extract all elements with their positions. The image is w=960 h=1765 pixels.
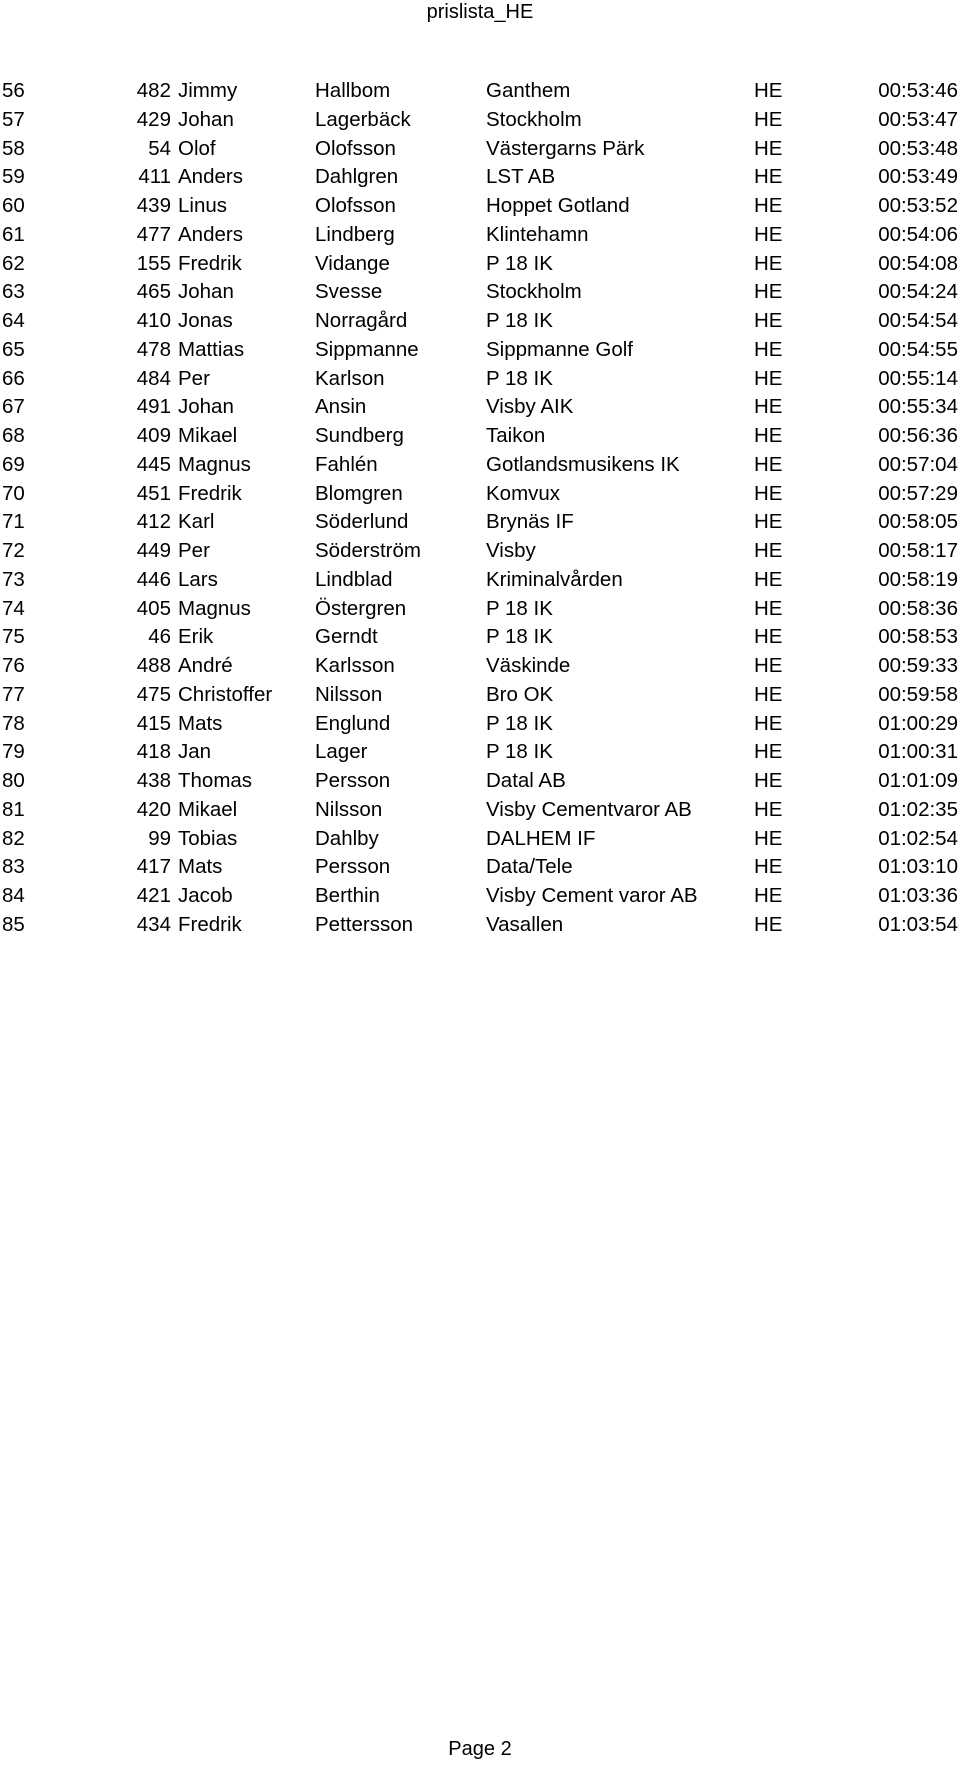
club-cell: Visby bbox=[486, 539, 536, 562]
table-row bbox=[0, 278, 960, 307]
last-name-cell: Persson bbox=[315, 769, 391, 792]
first-name-cell: Lars bbox=[178, 567, 218, 591]
class-cell: HE bbox=[754, 222, 783, 246]
bib-number-cell: 409 bbox=[136, 424, 171, 447]
class-cell: HE bbox=[754, 769, 783, 792]
place-cell: 68 bbox=[2, 424, 25, 447]
first-name-cell: Tobias bbox=[178, 826, 238, 850]
place-cell: 84 bbox=[2, 884, 25, 907]
table-row bbox=[0, 882, 960, 911]
table-row bbox=[0, 365, 960, 394]
class-cell: HE bbox=[754, 309, 783, 332]
class-cell: HE bbox=[754, 855, 783, 879]
bib-number-cell: 418 bbox=[136, 740, 171, 764]
last-name-cell: Sundberg bbox=[315, 424, 404, 447]
table-row bbox=[0, 221, 960, 250]
bib-number-cell: 465 bbox=[136, 280, 171, 304]
table-row bbox=[0, 192, 960, 221]
bib-number-cell: 412 bbox=[136, 510, 171, 534]
place-cell: 60 bbox=[2, 194, 25, 217]
class-cell: HE bbox=[754, 366, 783, 390]
bib-number-cell: 482 bbox=[136, 79, 171, 102]
last-name-cell: Ansin bbox=[315, 395, 367, 419]
last-name-cell: Dahlgren bbox=[315, 165, 399, 189]
finish-time-cell: 00:54:08 bbox=[878, 251, 958, 275]
class-cell: HE bbox=[754, 826, 783, 850]
place-cell: 70 bbox=[2, 481, 25, 505]
bib-number-cell: 439 bbox=[136, 194, 171, 217]
finish-time-cell: 00:58:05 bbox=[878, 510, 958, 534]
club-cell: Klintehamn bbox=[486, 222, 589, 246]
place-cell: 77 bbox=[2, 682, 25, 706]
class-cell: HE bbox=[754, 251, 783, 275]
first-name-cell: André bbox=[178, 654, 233, 677]
table-row bbox=[0, 566, 960, 595]
place-cell: 65 bbox=[2, 337, 25, 361]
finish-time-cell: 00:57:29 bbox=[878, 481, 958, 505]
place-cell: 73 bbox=[2, 567, 25, 591]
table-row bbox=[0, 135, 960, 164]
last-name-cell: Nilsson bbox=[315, 797, 383, 821]
class-cell: HE bbox=[754, 596, 783, 620]
last-name-cell: Dahlby bbox=[315, 826, 379, 850]
finish-time-cell: 01:02:35 bbox=[878, 797, 958, 821]
finish-time-cell: 00:57:04 bbox=[878, 452, 958, 476]
class-cell: HE bbox=[754, 711, 783, 735]
club-cell: Bro OK bbox=[486, 682, 554, 706]
table-row bbox=[0, 77, 960, 106]
finish-time-cell: 00:58:19 bbox=[878, 567, 958, 591]
bib-number-cell: 99 bbox=[148, 826, 171, 850]
last-name-cell: Östergren bbox=[315, 596, 407, 620]
bib-number-cell: 420 bbox=[136, 797, 171, 821]
class-cell: HE bbox=[754, 194, 783, 217]
last-name-cell: Karlson bbox=[315, 366, 385, 390]
finish-time-cell: 00:56:36 bbox=[878, 424, 958, 447]
first-name-cell: Olof bbox=[178, 136, 216, 160]
club-cell: P 18 IK bbox=[486, 366, 553, 390]
class-cell: HE bbox=[754, 136, 783, 160]
club-cell: Visby Cementvaror AB bbox=[486, 797, 692, 821]
finish-time-cell: 00:53:52 bbox=[878, 194, 958, 217]
bib-number-cell: 446 bbox=[136, 567, 171, 591]
last-name-cell: Persson bbox=[315, 855, 391, 879]
bib-number-cell: 434 bbox=[136, 912, 171, 936]
place-cell: 58 bbox=[2, 136, 25, 160]
place-cell: 61 bbox=[2, 222, 25, 246]
last-name-cell: Karlsson bbox=[315, 654, 395, 677]
last-name-cell: Vidange bbox=[315, 251, 390, 275]
finish-time-cell: 00:58:17 bbox=[878, 539, 958, 562]
finish-time-cell: 00:55:34 bbox=[878, 395, 958, 419]
club-cell: Visby AIK bbox=[486, 395, 574, 419]
table-row bbox=[0, 336, 960, 365]
bib-number-cell: 417 bbox=[136, 855, 171, 879]
last-name-cell: Svesse bbox=[315, 280, 383, 304]
table-row bbox=[0, 623, 960, 652]
table-row bbox=[0, 537, 960, 566]
first-name-cell: Mats bbox=[178, 855, 223, 879]
first-name-cell: Magnus bbox=[178, 452, 251, 476]
first-name-cell: Thomas bbox=[178, 769, 253, 792]
last-name-cell: Olofsson bbox=[315, 136, 396, 160]
finish-time-cell: 00:59:58 bbox=[878, 682, 958, 706]
first-name-cell: Johan bbox=[178, 107, 234, 131]
last-name-cell: Englund bbox=[315, 711, 391, 735]
table-row bbox=[0, 796, 960, 825]
finish-time-cell: 01:00:31 bbox=[878, 740, 958, 764]
class-cell: HE bbox=[754, 740, 783, 764]
club-cell: P 18 IK bbox=[486, 596, 553, 620]
club-cell: Data/Tele bbox=[486, 855, 573, 879]
bib-number-cell: 478 bbox=[136, 337, 171, 361]
last-name-cell: Lindblad bbox=[315, 567, 393, 591]
class-cell: HE bbox=[754, 912, 783, 936]
table-row bbox=[0, 595, 960, 624]
table-row bbox=[0, 250, 960, 279]
page-footer bbox=[0, 1737, 960, 1761]
club-cell: Ganthem bbox=[486, 79, 571, 102]
class-cell: HE bbox=[754, 654, 783, 677]
class-cell: HE bbox=[754, 884, 783, 907]
class-cell: HE bbox=[754, 337, 783, 361]
table-row bbox=[0, 163, 960, 192]
finish-time-cell: 01:00:29 bbox=[878, 711, 958, 735]
place-cell: 72 bbox=[2, 539, 25, 562]
club-cell: Hoppet Gotland bbox=[486, 194, 630, 217]
class-cell: HE bbox=[754, 280, 783, 304]
place-cell: 62 bbox=[2, 251, 25, 275]
last-name-cell: Lager bbox=[315, 740, 368, 764]
bib-number-cell: 411 bbox=[138, 165, 171, 189]
first-name-cell: Fredrik bbox=[178, 251, 242, 275]
first-name-cell: Johan bbox=[178, 395, 234, 419]
last-name-cell: Lindberg bbox=[315, 222, 395, 246]
bib-number-cell: 46 bbox=[148, 625, 171, 649]
document-title: prislista_HE bbox=[426, 1, 534, 23]
place-cell: 63 bbox=[2, 280, 25, 304]
bib-number-cell: 488 bbox=[136, 654, 171, 677]
last-name-cell: Norragård bbox=[315, 309, 408, 332]
first-name-cell: Jan bbox=[178, 740, 212, 764]
club-cell: P 18 IK bbox=[486, 711, 553, 735]
first-name-cell: Anders bbox=[178, 222, 243, 246]
finish-time-cell: 00:54:54 bbox=[878, 309, 958, 332]
place-cell: 66 bbox=[2, 366, 25, 390]
bib-number-cell: 155 bbox=[136, 251, 171, 275]
club-cell: Komvux bbox=[486, 481, 561, 505]
bib-number-cell: 449 bbox=[136, 539, 171, 562]
club-cell: Taikon bbox=[486, 424, 546, 447]
class-cell: HE bbox=[754, 395, 783, 419]
club-cell: P 18 IK bbox=[486, 251, 553, 275]
class-cell: HE bbox=[754, 481, 783, 505]
finish-time-cell: 00:54:06 bbox=[878, 222, 958, 246]
place-cell: 79 bbox=[2, 740, 25, 764]
class-cell: HE bbox=[754, 797, 783, 821]
finish-time-cell: 00:53:46 bbox=[878, 79, 958, 102]
first-name-cell: Magnus bbox=[178, 596, 251, 620]
club-cell: DALHEM IF bbox=[486, 826, 596, 850]
last-name-cell: Hallbom bbox=[315, 79, 391, 102]
place-cell: 81 bbox=[2, 797, 25, 821]
place-cell: 76 bbox=[2, 654, 25, 677]
last-name-cell: Nilsson bbox=[315, 682, 383, 706]
first-name-cell: Christoffer bbox=[178, 682, 273, 706]
first-name-cell: Mattias bbox=[178, 337, 245, 361]
class-cell: HE bbox=[754, 625, 783, 649]
bib-number-cell: 451 bbox=[136, 481, 171, 505]
first-name-cell: Jacob bbox=[178, 884, 233, 907]
first-name-cell: Per bbox=[178, 366, 210, 390]
table-row bbox=[0, 825, 960, 854]
finish-time-cell: 00:54:55 bbox=[878, 337, 958, 361]
last-name-cell: Gerndt bbox=[315, 625, 378, 649]
club-cell: Visby Cement varor AB bbox=[486, 884, 698, 907]
place-cell: 78 bbox=[2, 711, 25, 735]
place-cell: 59 bbox=[2, 165, 25, 189]
first-name-cell: Fredrik bbox=[178, 481, 242, 505]
place-cell: 69 bbox=[2, 452, 25, 476]
place-cell: 56 bbox=[2, 79, 25, 102]
bib-number-cell: 421 bbox=[136, 884, 171, 907]
class-cell: HE bbox=[754, 510, 783, 534]
club-cell: LST AB bbox=[486, 165, 556, 189]
place-cell: 64 bbox=[2, 309, 25, 332]
finish-time-cell: 01:03:54 bbox=[878, 912, 958, 936]
place-cell: 85 bbox=[2, 912, 25, 936]
place-cell: 82 bbox=[2, 826, 25, 850]
finish-time-cell: 01:01:09 bbox=[878, 769, 958, 792]
finish-time-cell: 00:53:49 bbox=[878, 165, 958, 189]
first-name-cell: Jonas bbox=[178, 309, 233, 332]
table-row bbox=[0, 911, 960, 940]
finish-time-cell: 00:55:14 bbox=[878, 366, 958, 390]
place-cell: 67 bbox=[2, 395, 25, 419]
table-row bbox=[0, 508, 960, 537]
bib-number-cell: 475 bbox=[136, 682, 171, 706]
first-name-cell: Jimmy bbox=[178, 79, 238, 102]
place-cell: 57 bbox=[2, 107, 25, 131]
class-cell: HE bbox=[754, 682, 783, 706]
first-name-cell: Johan bbox=[178, 280, 234, 304]
table-row bbox=[0, 307, 960, 336]
table-row bbox=[0, 393, 960, 422]
club-cell: Brynäs IF bbox=[486, 510, 574, 534]
class-cell: HE bbox=[754, 424, 783, 447]
club-cell: Stockholm bbox=[486, 107, 582, 131]
finish-time-cell: 00:53:47 bbox=[878, 107, 958, 131]
last-name-cell: Berthin bbox=[315, 884, 380, 907]
class-cell: HE bbox=[754, 567, 783, 591]
club-cell: Datal AB bbox=[486, 769, 566, 792]
class-cell: HE bbox=[754, 79, 783, 102]
first-name-cell: Mats bbox=[178, 711, 223, 735]
table-row bbox=[0, 451, 960, 480]
bib-number-cell: 477 bbox=[136, 222, 171, 246]
club-cell: Sippmanne Golf bbox=[486, 337, 634, 361]
table-row bbox=[0, 767, 960, 796]
last-name-cell: Olofsson bbox=[315, 194, 396, 217]
bib-number-cell: 405 bbox=[136, 596, 171, 620]
finish-time-cell: 00:58:53 bbox=[878, 625, 958, 649]
page-number: Page 2 bbox=[448, 1738, 512, 1760]
first-name-cell: Karl bbox=[178, 510, 215, 534]
bib-number-cell: 491 bbox=[136, 395, 171, 419]
first-name-cell: Fredrik bbox=[178, 912, 242, 936]
club-cell: P 18 IK bbox=[486, 625, 553, 649]
table-row bbox=[0, 738, 960, 767]
class-cell: HE bbox=[754, 539, 783, 562]
last-name-cell: Sippmanne bbox=[315, 337, 419, 361]
bib-number-cell: 445 bbox=[136, 452, 171, 476]
finish-time-cell: 00:58:36 bbox=[878, 596, 958, 620]
table-row bbox=[0, 710, 960, 739]
club-cell: P 18 IK bbox=[486, 309, 553, 332]
club-cell: P 18 IK bbox=[486, 740, 553, 764]
place-cell: 83 bbox=[2, 855, 25, 879]
finish-time-cell: 01:03:10 bbox=[878, 855, 958, 879]
last-name-cell: Blomgren bbox=[315, 481, 403, 505]
finish-time-cell: 00:59:33 bbox=[878, 654, 958, 677]
class-cell: HE bbox=[754, 107, 783, 131]
results-table bbox=[0, 77, 960, 940]
club-cell: Stockholm bbox=[486, 280, 582, 304]
bib-number-cell: 429 bbox=[136, 107, 171, 131]
class-cell: HE bbox=[754, 452, 783, 476]
page-header bbox=[0, 0, 960, 24]
place-cell: 71 bbox=[2, 510, 25, 534]
place-cell: 74 bbox=[2, 596, 25, 620]
table-row bbox=[0, 106, 960, 135]
bib-number-cell: 54 bbox=[148, 136, 171, 160]
table-row bbox=[0, 422, 960, 451]
table-row bbox=[0, 480, 960, 509]
first-name-cell: Anders bbox=[178, 165, 243, 189]
bib-number-cell: 410 bbox=[136, 309, 171, 332]
club-cell: Kriminalvården bbox=[486, 567, 623, 591]
table-row bbox=[0, 681, 960, 710]
last-name-cell: Lagerbäck bbox=[315, 107, 411, 131]
last-name-cell: Pettersson bbox=[315, 912, 413, 936]
place-cell: 80 bbox=[2, 769, 25, 792]
first-name-cell: Per bbox=[178, 539, 210, 562]
first-name-cell: Linus bbox=[178, 194, 228, 217]
club-cell: Gotlandsmusikens IK bbox=[486, 452, 680, 476]
first-name-cell: Mikael bbox=[178, 424, 238, 447]
finish-time-cell: 01:03:36 bbox=[878, 884, 958, 907]
bib-number-cell: 415 bbox=[136, 711, 171, 735]
bib-number-cell: 484 bbox=[136, 366, 171, 390]
club-cell: Väskinde bbox=[486, 654, 571, 677]
table-row bbox=[0, 652, 960, 681]
finish-time-cell: 01:02:54 bbox=[878, 826, 958, 850]
place-cell: 75 bbox=[2, 625, 25, 649]
first-name-cell: Erik bbox=[178, 625, 214, 649]
bib-number-cell: 438 bbox=[136, 769, 171, 792]
table-row bbox=[0, 853, 960, 882]
finish-time-cell: 00:54:24 bbox=[878, 280, 958, 304]
finish-time-cell: 00:53:48 bbox=[878, 136, 958, 160]
club-cell: Västergarns Pärk bbox=[486, 136, 645, 160]
last-name-cell: Söderström bbox=[315, 539, 421, 562]
club-cell: Vasallen bbox=[486, 912, 564, 936]
class-cell: HE bbox=[754, 165, 783, 189]
first-name-cell: Mikael bbox=[178, 797, 238, 821]
last-name-cell: Söderlund bbox=[315, 510, 409, 534]
last-name-cell: Fahlén bbox=[315, 452, 378, 476]
